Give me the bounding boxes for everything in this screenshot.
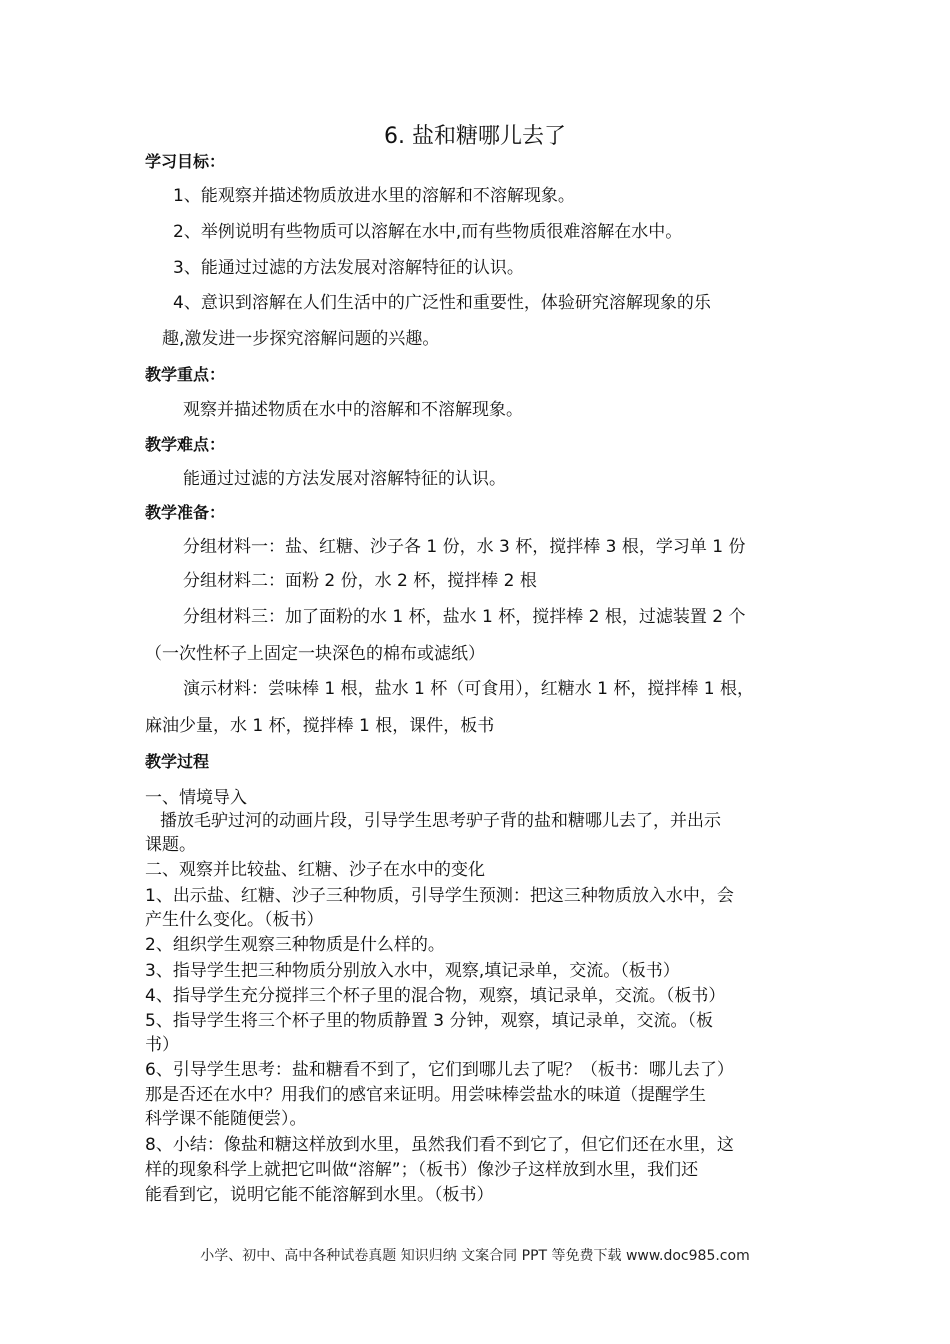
process-line: 3、指导学生把三种物质分别放入水中，观察,填记录单，交流。（板书） bbox=[145, 961, 680, 981]
difficulty-text: 能通过过滤的方法发展对溶解特征的认识。 bbox=[183, 469, 506, 489]
process-line: 4、指导学生充分搅拌三个杯子里的混合物，观察，填记录单，交流。（板书） bbox=[145, 986, 726, 1006]
document-title: 6. 盐和糖哪儿去了 bbox=[384, 124, 566, 149]
process-line: 那是否还在水中？用我们的感官来证明。用尝味棒尝盐水的味道（提醒学生 bbox=[145, 1085, 706, 1105]
preparation-line: 分组材料一：盐、红糖、沙子各 1 份，水 3 杯，搅拌棒 3 根，学习单 1 份 bbox=[183, 537, 746, 557]
process-line: 播放毛驴过河的动画片段，引导学生思考驴子背的盐和糖哪儿去了，并出示 bbox=[160, 811, 721, 831]
key-point-heading: 教学重点： bbox=[145, 365, 226, 384]
preparation-line: 演示材料：尝味棒 1 根，盐水 1 杯（可食用），红糖水 1 杯，搅拌棒 1 根， bbox=[183, 679, 754, 699]
page-footer: 小学、初中、高中各种试卷真题 知识归纳 文案合同 PPT 等免费下载 www.doc985.com bbox=[200, 1248, 750, 1264]
process-line: 书） bbox=[145, 1035, 179, 1055]
process-line: 5、指导学生将三个杯子里的物质静置 3 分钟，观察，填记录单，交流。（板 bbox=[145, 1011, 713, 1031]
process-line: 二、观察并比较盐、红糖、沙子在水中的变化 bbox=[145, 860, 485, 880]
process-line: 科学课不能随便尝）。 bbox=[145, 1109, 307, 1129]
process-line: 课题。 bbox=[145, 835, 196, 855]
objective-item-continuation: 趣,激发进一步探究溶解问题的兴趣。 bbox=[162, 329, 440, 349]
key-point-text: 观察并描述物质在水中的溶解和不溶解现象。 bbox=[183, 400, 523, 420]
process-line: 8、小结：像盐和糖这样放到水里，虽然我们看不到它了，但它们还在水里，这 bbox=[145, 1135, 734, 1155]
process-line: 产生什么变化。（板书） bbox=[145, 910, 324, 930]
objective-item: 3、能通过过滤的方法发展对溶解特征的认识。 bbox=[173, 258, 524, 278]
process-heading: 教学过程 bbox=[145, 752, 210, 771]
preparation-heading: 教学准备： bbox=[145, 503, 226, 522]
process-line: 1、出示盐、红糖、沙子三种物质，引导学生预测：把这三种物质放入水中，会 bbox=[145, 886, 734, 906]
preparation-line: 麻油少量，水 1 杯，搅拌棒 1 根，课件，板书 bbox=[145, 716, 495, 736]
preparation-line: 分组材料三：加了面粉的水 1 杯，盐水 1 杯，搅拌棒 2 根，过滤装置 2 个 bbox=[183, 607, 746, 627]
process-line: 一、情境导入 bbox=[145, 788, 247, 808]
objectives-heading: 学习目标： bbox=[145, 152, 226, 171]
objective-item: 1、能观察并描述物质放进水里的溶解和不溶解现象。 bbox=[173, 186, 575, 206]
process-line: 2、组织学生观察三种物质是什么样的。 bbox=[145, 935, 445, 955]
preparation-line: 分组材料二：面粉 2 份，水 2 杯，搅拌棒 2 根 bbox=[183, 571, 537, 591]
objective-item: 4、意识到溶解在人们生活中的广泛性和重要性，体验研究溶解现象的乐 bbox=[173, 293, 711, 313]
preparation-line: （一次性杯子上固定一块深色的棉布或滤纸） bbox=[145, 644, 485, 664]
difficulty-heading: 教学难点： bbox=[145, 435, 226, 454]
process-line: 能看到它，说明它能不能溶解到水里。（板书） bbox=[145, 1185, 494, 1205]
process-line: 6、引导学生思考：盐和糖看不到了，它们到哪儿去了呢？（板书：哪儿去了） bbox=[145, 1060, 734, 1080]
objective-item: 2、举例说明有些物质可以溶解在水中,而有些物质很难溶解在水中。 bbox=[173, 222, 683, 242]
process-line: 样的现象科学上就把它叫做“溶解”；（板书）像沙子这样放到水里，我们还 bbox=[145, 1160, 699, 1180]
